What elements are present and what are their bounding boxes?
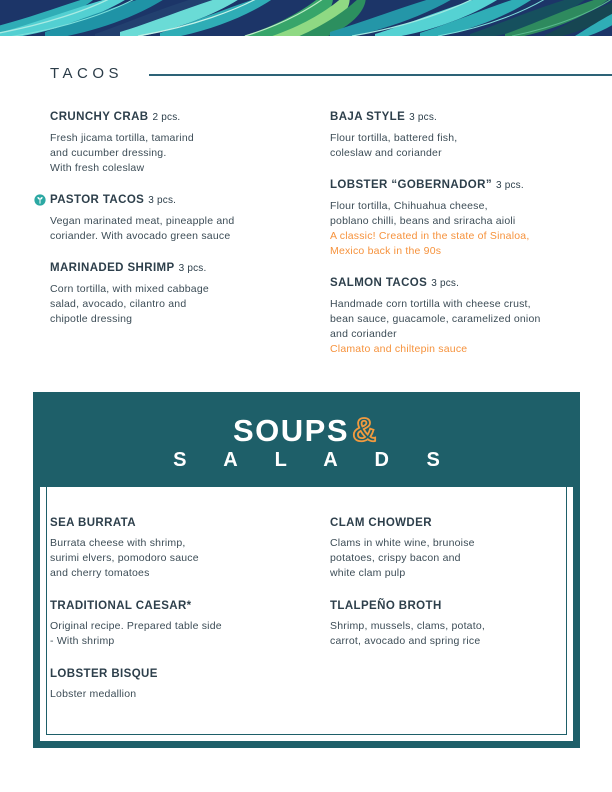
tropical-leaves-banner [0, 0, 612, 36]
svg-text:&: & [352, 413, 378, 447]
text-line: Flour tortilla, battered fish, [330, 132, 458, 144]
soups-salads-title [33, 392, 580, 487]
menu-item-lobster-bisque [50, 666, 330, 702]
text-line: potatoes, crispy bacon and [330, 552, 461, 564]
text-line: Corn tortilla, with mixed cabbage [50, 283, 209, 295]
item-name: SEA BURRATA [50, 517, 136, 529]
item-qty: 3 pcs. [148, 195, 177, 206]
menu-item-baja-style [330, 109, 612, 161]
tacos-column-left [50, 109, 330, 343]
item-description [330, 619, 573, 649]
item-name: CRUNCHY CRAB [50, 111, 149, 123]
menu-item-salmon-tacos [330, 275, 612, 357]
item-name: CLAM CHOWDER [330, 517, 432, 529]
item-description [330, 199, 612, 229]
item-description [330, 297, 612, 342]
text-line: Clamato and chiltepin sauce [330, 343, 468, 355]
tacos-columns [50, 109, 612, 373]
menu-item-marinaded-shrimp [50, 260, 330, 327]
item-name: MARINADED SHRIMP [50, 262, 175, 274]
item-description [50, 536, 330, 581]
item-description [50, 687, 330, 702]
text-line: Handmade corn tortilla with cheese crust, [330, 298, 531, 310]
item-description [330, 131, 612, 161]
text-line: Clams in white wine, brunoise [330, 537, 475, 549]
tacos-title: TACOS [50, 65, 124, 82]
menu-item-sea-burrata [50, 515, 330, 581]
item-qty: 3 pcs. [178, 263, 207, 274]
text-line: Burrata cheese with shrimp, [50, 537, 186, 549]
soups-inner-panel [40, 487, 573, 741]
item-name: LOBSTER “GOBERNADOR” [330, 179, 492, 191]
text-line: and coriander [330, 328, 397, 340]
menu-item-pastor-tacos [50, 192, 330, 244]
text-line: Flour tortilla, Chihuahua cheese, [330, 200, 488, 212]
text-line: Shrimp, mussels, clams, potato, [330, 620, 485, 632]
item-name: TRADITIONAL CAESAR* [50, 600, 192, 612]
text-line: salad, avocado, cilantro and [50, 298, 187, 310]
menu-item-crunchy-crab [50, 109, 330, 176]
item-qty: 3 pcs. [431, 278, 460, 289]
text-line: - With shrimp [50, 635, 115, 647]
soups-columns [40, 487, 573, 719]
item-name: SALMON TACOS [330, 277, 428, 289]
text-line: surimi elvers, pomodoro sauce [50, 552, 199, 564]
soups-title-word: SOUPS [232, 413, 350, 448]
tacos-header [50, 66, 612, 82]
item-name: LOBSTER BISQUE [50, 668, 158, 680]
menu-item-traditional-caesar [50, 598, 330, 649]
text-line: Vegan marinated meat, pineapple and [50, 215, 235, 227]
text-line: Mexico back in the 90s [330, 245, 442, 257]
vegan-leaf-icon [34, 194, 46, 211]
tacos-divider-line [149, 74, 612, 76]
soups-column-left [50, 515, 330, 719]
text-line: and cucumber dressing. [50, 147, 167, 159]
text-line: Lobster medallion [50, 688, 137, 700]
item-name: PASTOR TACOS [50, 194, 145, 206]
text-line: poblano chilli, beans and sriracha aioli [330, 215, 516, 227]
item-description [50, 282, 330, 327]
text-line: coleslaw and coriander [330, 147, 442, 159]
text-line: Fresh jicama tortilla, tamarind [50, 132, 194, 144]
item-note [330, 342, 612, 357]
salads-title-word: S A L A D S [173, 449, 456, 471]
item-description [50, 214, 330, 244]
ampersand-outline [350, 413, 380, 447]
item-name: TLALPEÑO BROTH [330, 600, 442, 612]
item-name: BAJA STYLE [330, 111, 406, 123]
text-line: With fresh coleslaw [50, 162, 145, 174]
item-qty: 3 pcs. [409, 112, 438, 123]
text-line: chipotle dressing [50, 313, 133, 325]
item-qty: 2 pcs. [152, 112, 181, 123]
tacos-column-right [330, 109, 612, 373]
soups-salads-section [33, 392, 580, 748]
soups-column-right [330, 515, 573, 666]
menu-item-clam-chowder [330, 515, 573, 581]
tacos-section [0, 66, 612, 373]
text-line: A classic! Created in the state of Sinaloa, [330, 230, 530, 242]
item-description [330, 536, 573, 581]
text-line: Original recipe. Prepared table side [50, 620, 222, 632]
text-line: and cherry tomatoes [50, 567, 150, 579]
text-line: coriander. With avocado green sauce [50, 230, 231, 242]
text-line: carrot, avocado and spring rice [330, 635, 481, 647]
text-line: bean sauce, guacamole, caramelized onion [330, 313, 541, 325]
item-note [330, 229, 612, 259]
text-line: white clam pulp [330, 567, 406, 579]
item-description [50, 619, 330, 649]
item-description [50, 131, 330, 176]
menu-item-tlalpeno-broth [330, 598, 573, 649]
item-qty: 3 pcs. [495, 180, 524, 191]
menu-item-lobster-gobernador [330, 177, 612, 259]
